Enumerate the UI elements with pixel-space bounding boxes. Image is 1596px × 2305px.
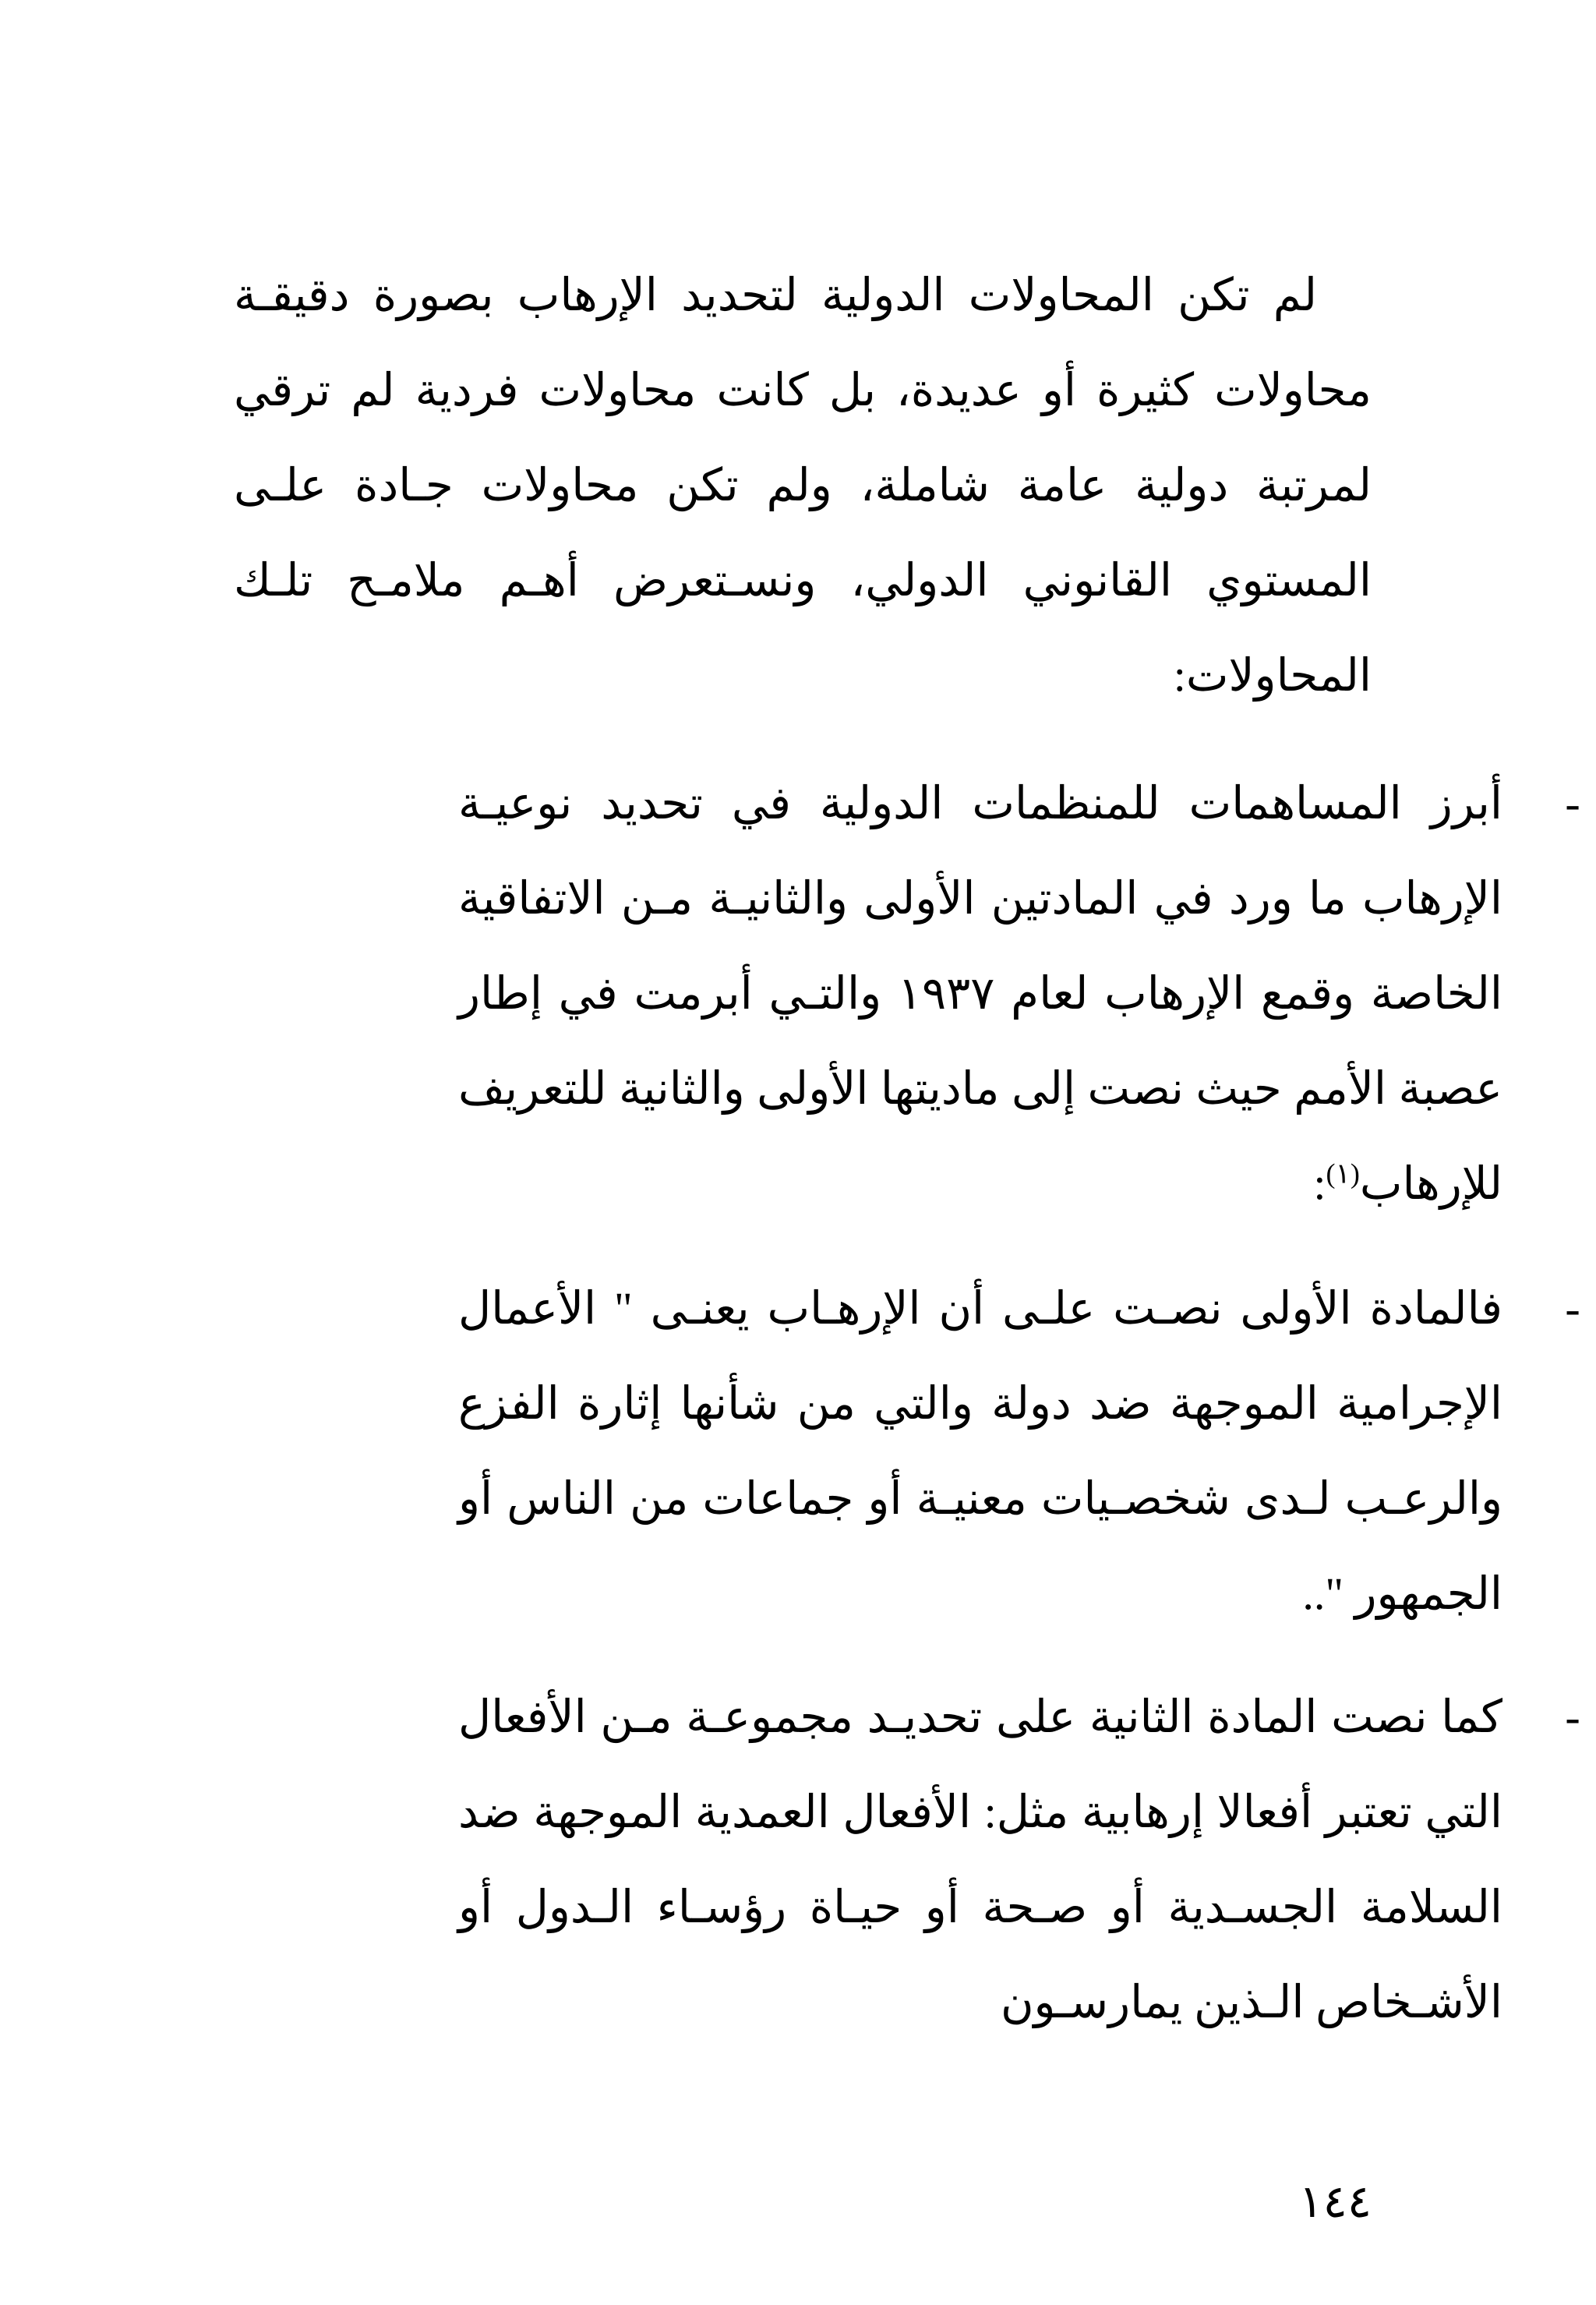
bullet-item-3: [458, 1670, 1596, 2050]
page-number: ١٤٤: [1298, 2176, 1372, 2227]
bullet-item-2-paragraph: [458, 1261, 1502, 1642]
bullet-item-3-paragraph: [458, 1670, 1502, 2050]
bullet-item-1: [458, 756, 1596, 1232]
bullet-item-1-paragraph: [458, 756, 1502, 1232]
bullet-item-2-text: فالمادة الأولى نصـت علـى أن الإرهـاب يعنـى " الأعمال الإجرامية الموجهة ضد دولة والتي من شأنها إثارة الفزع والرعـب لـدى شخصـيات معنيـة أو جماعات من الناس أو الجمهور "..: [458, 1283, 1502, 1619]
bullet-item-3-text: كما نصت المادة الثانية على تحديـد مجموعـة مـن الأفعال التي تعتبر أفعالا إرهابية مثل: الأفعال العمدية الموجهة ضد السلامة الجسـدية أو صـحة أو حيـاة رؤسـاء الـدول أو الأشـخاص الـذين يمارسـون: [458, 1692, 1502, 2027]
bullet-item-1-tail: :: [1313, 1158, 1326, 1209]
intro-paragraph: [234, 248, 1372, 723]
bullet-item-1-text: أبرز المساهمات للمنظمات الدولية في تحديد نوعيـة الإرهاب ما ورد في المادتين الأولى والثانيـة مـن الاتفاقية الخاصة وقمع الإرهاب لعام ١٩٣٧ والتـي أبرمت في إطار عصبة الأمم حيث نصت إلى ماديتها الأولى والثانية للتعريف للإرهاب: [458, 778, 1502, 1209]
bullet-dash: -: [1565, 1692, 1580, 1742]
footnote-reference[interactable]: (١): [1326, 1158, 1360, 1190]
bullet-dash: -: [1565, 778, 1580, 829]
bullet-dash: -: [1565, 1283, 1580, 1334]
bullet-item-2: [458, 1261, 1596, 1642]
intro-paragraph-text: لم تكن المحاولات الدولية لتحديد الإرهاب بصورة دقيقـة محاولات كثيرة أو عديدة، بل كانت محاولات فردية لم ترقي لمرتبة دولية عامة شاملة، ولم تكن محاولات جـادة علـى المستوي القانوني الدولي، ونسـتعرض أهـم ملامـح تلـك المحاولات:: [234, 270, 1372, 701]
